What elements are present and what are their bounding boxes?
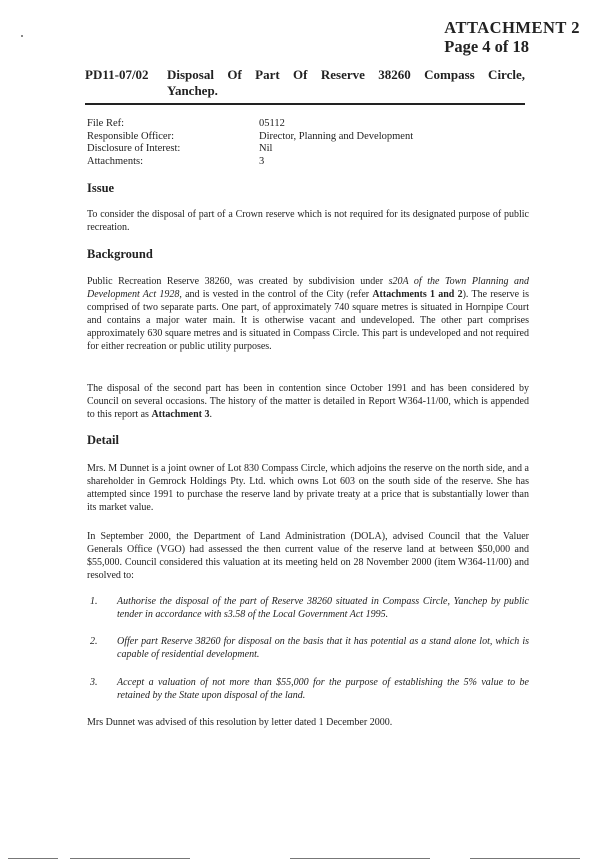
meta-row <box>87 143 413 156</box>
report-title: Disposal Of Part Of Reserve 38260 Compass Circle, Yanchep. <box>167 67 525 98</box>
background-paragraph-1 <box>87 275 529 353</box>
list-text: Authorise the disposal of the part of Reserve 38260 situated in Compass Circle, Yanchep by public tender in accordance with s3.58 of the Local Government Act 1995. <box>117 596 529 620</box>
list-number: 3. <box>90 677 98 688</box>
list-text: Accept a valuation of not more than $55,000 for the purpose of establishing the 5% value to be retained by the State upon disposal of the land. <box>117 677 529 701</box>
text-run: , and is vested in the control of the City (refer <box>179 289 373 300</box>
meta-row <box>87 131 413 144</box>
meta-label: Responsible Officer: <box>87 130 174 142</box>
text-run: The disposal of the second part has been in contention since October 1991 and has been considered by Council on several occasions. The history of the matter is detailed in Report W364-11/00, which is appended to this report as <box>87 383 529 420</box>
meta-value: Nil <box>259 143 273 154</box>
meta-value: Director, Planning and Development <box>259 130 414 142</box>
act-reference: s20A of the Town Planning and Development Act 1928 <box>87 276 530 300</box>
text-run: . <box>209 409 212 420</box>
meta-value: 05112 <box>259 118 285 129</box>
detail-paragraph-3: Mrs Dunnet was advised of this resolution by letter dated 1 December 2000. <box>87 717 393 728</box>
issue-heading: Issue <box>87 181 115 195</box>
background-heading: Background <box>87 247 153 261</box>
list-text: Offer part Reserve 38260 for disposal on the basis that it has potential as a stand alone lot, which is capable of residential development. <box>117 636 529 660</box>
meta-label: File Ref: <box>87 118 125 129</box>
meta-row <box>87 156 413 169</box>
meta-label: Disclosure of Interest: <box>87 143 181 154</box>
footer-rule <box>8 858 58 859</box>
title-rule <box>85 103 525 105</box>
meta-row <box>87 118 413 131</box>
list-number: 1. <box>90 596 98 607</box>
detail-paragraph-2: In September 2000, the Department of Land Administration (DOLA), advised Council that the Valuer Generals Office (VGO) had assessed the then current value of the reserve land at between $50,000 and $55,000. Council considered this valuation at its meeting held on 28 November 2000 (item W364-11/00) and resolved to: <box>87 531 529 581</box>
meta-value: 3 <box>259 155 265 167</box>
meta-table <box>87 118 413 168</box>
attachment-label: ATTACHMENT 2 <box>444 18 580 37</box>
scan-speck <box>21 35 23 37</box>
text-run: ). The reserve is comprised of two separate parts. One part, of approximately 740 square metres is situated in Hornpipe Court and contains a major water main. It is otherwise vacant and undeveloped. The other part comprises approximately 630 square metres and is situated in Compass Circle. This part is undeveloped and not required for either recreation or public utility purposes. <box>87 289 529 352</box>
background-paragraph-2 <box>87 382 529 421</box>
text-run: Public Recreation Reserve 38260, was created by subdivision under <box>87 276 389 287</box>
footer-rule <box>470 858 580 859</box>
list-number: 2. <box>90 636 98 647</box>
footer-rule <box>70 858 190 859</box>
footer-rule <box>290 858 430 859</box>
attachment-header <box>444 18 580 56</box>
report-code: PD11-07/02 <box>85 67 149 82</box>
detail-heading: Detail <box>87 433 119 447</box>
issue-text: To consider the disposal of part of a Crown reserve which is not required for its designated purpose of public recreation. <box>87 209 529 233</box>
attachment-3-reference: Attachment 3 <box>151 409 210 420</box>
attachments-reference: Attachments 1 and 2 <box>372 289 463 300</box>
page-number: Page 4 of 18 <box>444 37 530 56</box>
detail-paragraph-1: Mrs. M Dunnet is a joint owner of Lot 830 Compass Circle, which adjoins the reserve on the north side, and a shareholder in Gemrock Holdings Pty. Ltd. which owns Lot 603 on the south side of the reserve. She has attempted since 1991 to purchase the reserve land by private treaty at a price that is substantially lower than its market value. <box>87 463 529 513</box>
meta-label: Attachments: <box>87 155 143 167</box>
